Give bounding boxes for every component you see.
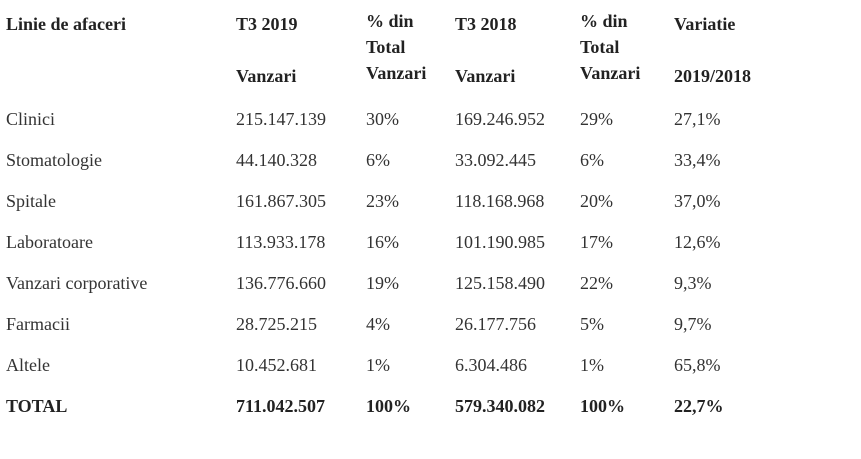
table-row: [0, 188, 861, 214]
cell-sales-2018: 33.092.445: [455, 150, 536, 170]
header-line: Linie de afaceri: [6, 14, 126, 34]
header-variation: [674, 11, 751, 89]
cell-share-2019: 6%: [366, 150, 390, 170]
cell-share-2019: 16%: [366, 232, 399, 252]
header-business-line: [6, 11, 126, 37]
cell-sales-2018: 118.168.968: [455, 191, 545, 211]
cell-variation: 9,3%: [674, 273, 712, 293]
cell-share-2018: 20%: [580, 191, 613, 211]
cell-share-2019: 19%: [366, 273, 399, 293]
table-row: [0, 229, 861, 255]
cell-sales-2019: 136.776.660: [236, 273, 326, 293]
cell-business-line: Clinici: [6, 109, 55, 129]
header-share-2019: [366, 8, 426, 86]
header-line: Total: [366, 37, 406, 57]
header-q3-2018-sales: [455, 11, 517, 89]
header-line: % din: [366, 11, 414, 31]
cell-business-line: Vanzari corporative: [6, 273, 148, 293]
header-line: Vanzari: [580, 63, 641, 83]
header-line: [674, 37, 751, 63]
cell-sales-2019: 28.725.215: [236, 314, 317, 334]
header-line: Variatie: [674, 14, 736, 34]
cell-total-variation: 22,7%: [674, 396, 724, 416]
cell-sales-2018: 6.304.486: [455, 355, 527, 375]
cell-total-sales-2019: 711.042.507: [236, 396, 326, 416]
table-row: [0, 147, 861, 173]
cell-share-2018: 1%: [580, 355, 604, 375]
cell-total-share-2018: 100%: [580, 396, 625, 416]
cell-total-sales-2018: 579.340.082: [455, 396, 545, 416]
cell-business-line: Farmacii: [6, 314, 70, 334]
header-line: T3 2018: [455, 14, 517, 34]
cell-share-2019: 1%: [366, 355, 390, 375]
header-line: Total: [580, 37, 620, 57]
header-line: [455, 37, 517, 63]
cell-variation: 9,7%: [674, 314, 712, 334]
cell-business-line: Altele: [6, 355, 50, 375]
cell-sales-2019: 113.933.178: [236, 232, 326, 252]
table-row: [0, 352, 861, 378]
cell-business-line: Stomatologie: [6, 150, 102, 170]
cell-sales-2018: 101.190.985: [455, 232, 545, 252]
cell-business-line: Spitale: [6, 191, 56, 211]
table-row: [0, 106, 861, 132]
cell-variation: 37,0%: [674, 191, 721, 211]
table-row: [0, 311, 861, 337]
header-line: Vanzari: [366, 63, 427, 83]
cell-sales-2019: 44.140.328: [236, 150, 317, 170]
cell-share-2018: 6%: [580, 150, 604, 170]
cell-business-line: Laboratoare: [6, 232, 93, 252]
cell-total-share-2019: 100%: [366, 396, 411, 416]
cell-share-2018: 29%: [580, 109, 613, 129]
table-row: [0, 270, 861, 296]
header-q3-2019-sales: [236, 11, 298, 89]
header-line: [236, 37, 298, 63]
table-total-row: [0, 393, 861, 419]
cell-share-2018: 17%: [580, 232, 613, 252]
cell-sales-2018: 26.177.756: [455, 314, 536, 334]
cell-variation: 27,1%: [674, 109, 721, 129]
cell-sales-2018: 169.246.952: [455, 109, 545, 129]
cell-share-2019: 30%: [366, 109, 399, 129]
cell-share-2018: 5%: [580, 314, 604, 334]
cell-variation: 65,8%: [674, 355, 721, 375]
header-line: T3 2019: [236, 14, 298, 34]
cell-sales-2019: 215.147.139: [236, 109, 326, 129]
header-line: % din: [580, 11, 628, 31]
cell-variation: 12,6%: [674, 232, 721, 252]
cell-share-2019: 4%: [366, 314, 390, 334]
cell-sales-2018: 125.158.490: [455, 273, 545, 293]
header-line: Vanzari: [236, 66, 297, 86]
cell-sales-2019: 161.867.305: [236, 191, 326, 211]
header-line: 2019/2018: [674, 66, 752, 86]
header-line: Vanzari: [455, 66, 516, 86]
cell-share-2019: 23%: [366, 191, 399, 211]
cell-sales-2019: 10.452.681: [236, 355, 317, 375]
header-share-2018: [580, 8, 640, 86]
cell-variation: 33,4%: [674, 150, 721, 170]
cell-share-2018: 22%: [580, 273, 613, 293]
cell-total-label: TOTAL: [6, 396, 68, 416]
